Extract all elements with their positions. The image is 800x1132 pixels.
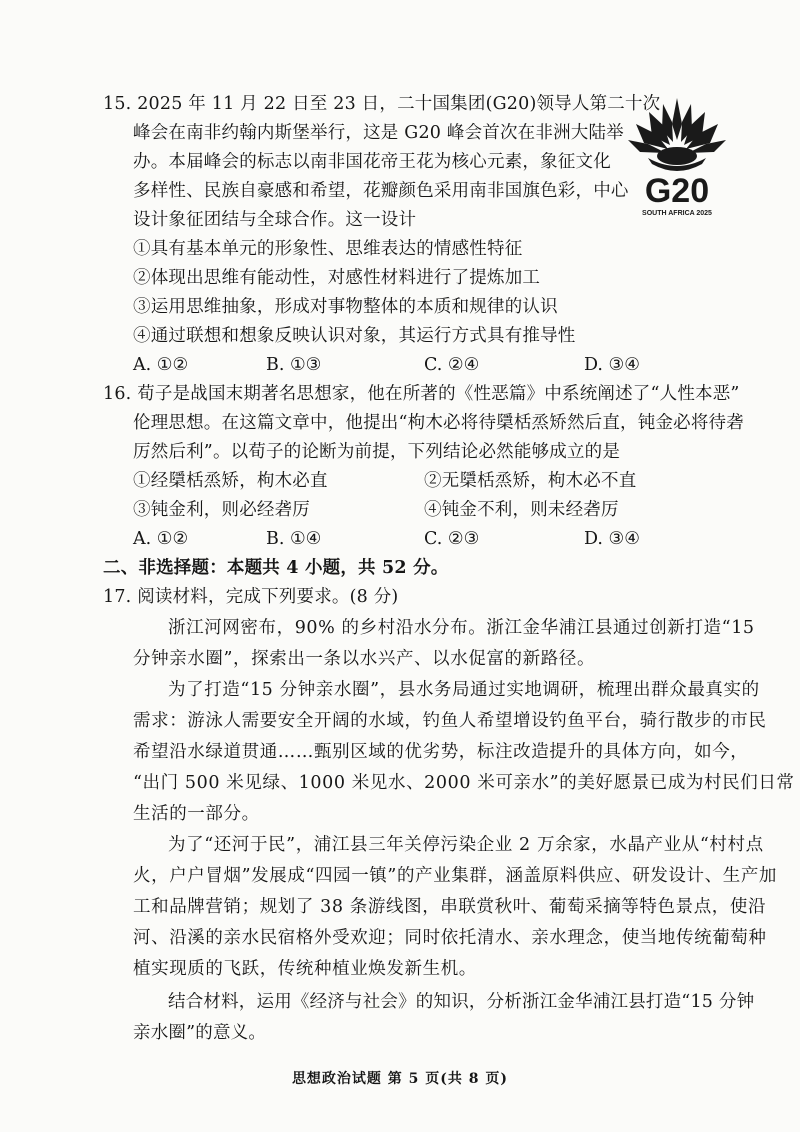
q15-option-a: A. ①② xyxy=(133,355,189,375)
q17-para3-line4: 河、沿溪的亲水民宿格外受欢迎；同时依托清水、亲水理念，使当地传统葡萄种 xyxy=(133,928,767,948)
q15-line-2: 峰会在南非约翰内斯堡举行，这是 G20 峰会首次在非洲大陆举 xyxy=(133,123,624,143)
q16-option-c: C. ②③ xyxy=(424,529,480,549)
q15-line-4: 多样性、民族自豪感和希望，花瓣颜色采用南非国旗色彩，中心 xyxy=(133,181,629,201)
q17-heading: 17. 阅读材料，完成下列要求。(8 分) xyxy=(103,587,399,607)
q17-para2-line4: “出门 500 米见绿、1000 米见水、2000 米可亲水”的美好愿景已成为村民们日常 xyxy=(133,773,795,793)
q15-option-b: B. ①③ xyxy=(266,355,322,375)
page-footer: 思想政治试题 第 5 页(共 8 页) xyxy=(291,1071,509,1087)
q15-line-3: 办。本届峰会的标志以南非国花帝王花为核心元素，象征文化 xyxy=(133,152,611,172)
q16-statement-2: ②无檃栝烝矫，枸木必不直 xyxy=(424,471,637,491)
q16-statement-3: ③钝金利，则必经砻厉 xyxy=(133,500,310,520)
q17-para1-line1: 浙江河网密布，90% 的乡村沿水分布。浙江金华浦江县通过创新打造“15 xyxy=(168,618,755,638)
q17-para3-line1: 为了“还河于民”，浦江县三年关停污染企业 2 万余家，水晶产业从“村村点 xyxy=(168,835,764,855)
g20-protea-logo xyxy=(618,90,736,220)
logo-subtext: SOUTH AFRICA 2025 xyxy=(642,210,712,217)
protea-flower-icon xyxy=(628,98,726,171)
q16-statement-1: ①经檃栝烝矫，枸木必直 xyxy=(133,471,328,491)
q17-para2-line5: 生活的一部分。 xyxy=(133,804,260,824)
q17-para1-line2: 分钟亲水圈”，探索出一条以水兴产、以水促富的新路径。 xyxy=(133,649,596,669)
q16-option-a: A. ①② xyxy=(133,529,189,549)
q17-para2-line3: 希望沿水绿道贯通……甄别区域的优劣势，标注改造提升的具体方向，如今， xyxy=(133,742,749,762)
q15-statement-3: ③运用思维抽象，形成对事物整体的本质和规律的认识 xyxy=(133,297,558,317)
q16-option-d: D. ③④ xyxy=(584,529,640,549)
q15-statement-1: ①具有基本单元的形象性、思维表达的情感性特征 xyxy=(133,239,523,259)
q17-task-line1: 结合材料，运用《经济与社会》的知识，分析浙江金华浦江县打造“15 分钟 xyxy=(168,992,755,1012)
logo-text: G20 xyxy=(644,172,710,210)
q17-para2-line1: 为了打造“15 分钟亲水圈”，县水务局通过实地调研，梳理出群众最真实的 xyxy=(168,680,760,700)
q15-line-5: 设计象征团结与全球合作。这一设计 xyxy=(133,210,417,230)
q17-para3-line3: 工和品牌营销；规划了 38 条游线图，串联赏秋叶、葡萄采摘等特色景点，使沿 xyxy=(133,897,767,917)
q15-statement-4: ④通过联想和想象反映认识对象，其运行方式具有推导性 xyxy=(133,326,576,346)
q16-line-1: 16. 荀子是战国末期著名思想家，他在所著的《性恶篇》中系统阐述了“人性本恶” xyxy=(103,384,740,404)
q15-statement-2: ②体现出思维有能动性，对感性材料进行了提炼加工 xyxy=(133,268,541,288)
q17-task-line2: 亲水圈”的意义。 xyxy=(133,1023,267,1043)
q16-option-b: B. ①④ xyxy=(266,529,322,549)
q16-line-2: 伦理思想。在这篇文章中，他提出“枸木必将待檃栝烝矫然后直，钝金必将待砻 xyxy=(133,413,744,433)
q15-option-d: D. ③④ xyxy=(584,355,640,375)
q15-option-c: C. ②④ xyxy=(424,355,480,375)
q16-statement-4: ④钝金不利，则未经砻厉 xyxy=(424,500,619,520)
section2-title: 二、非选择题：本题共 4 小题，共 52 分。 xyxy=(103,558,449,578)
q15-line-1: 15. 2025 年 11 月 22 日至 23 日，二十国集团(G20)领导人第二十次 xyxy=(103,94,661,114)
q17-para3-line2: 火，户户冒烟”发展成“四园一镇”的产业集群，涵盖原料供应、研发设计、生产加 xyxy=(133,866,778,886)
q17-para2-line2: 需求：游泳人需要安全开阔的水域，钓鱼人希望增设钓鱼平台，骑行散步的市民 xyxy=(133,711,767,731)
q17-para3-line5: 植实现质的飞跃，传统种植业焕发新生机。 xyxy=(133,959,477,979)
q16-line-3: 厉然后利”。以荀子的论断为前提，下列结论必然能够成立的是 xyxy=(133,442,621,462)
